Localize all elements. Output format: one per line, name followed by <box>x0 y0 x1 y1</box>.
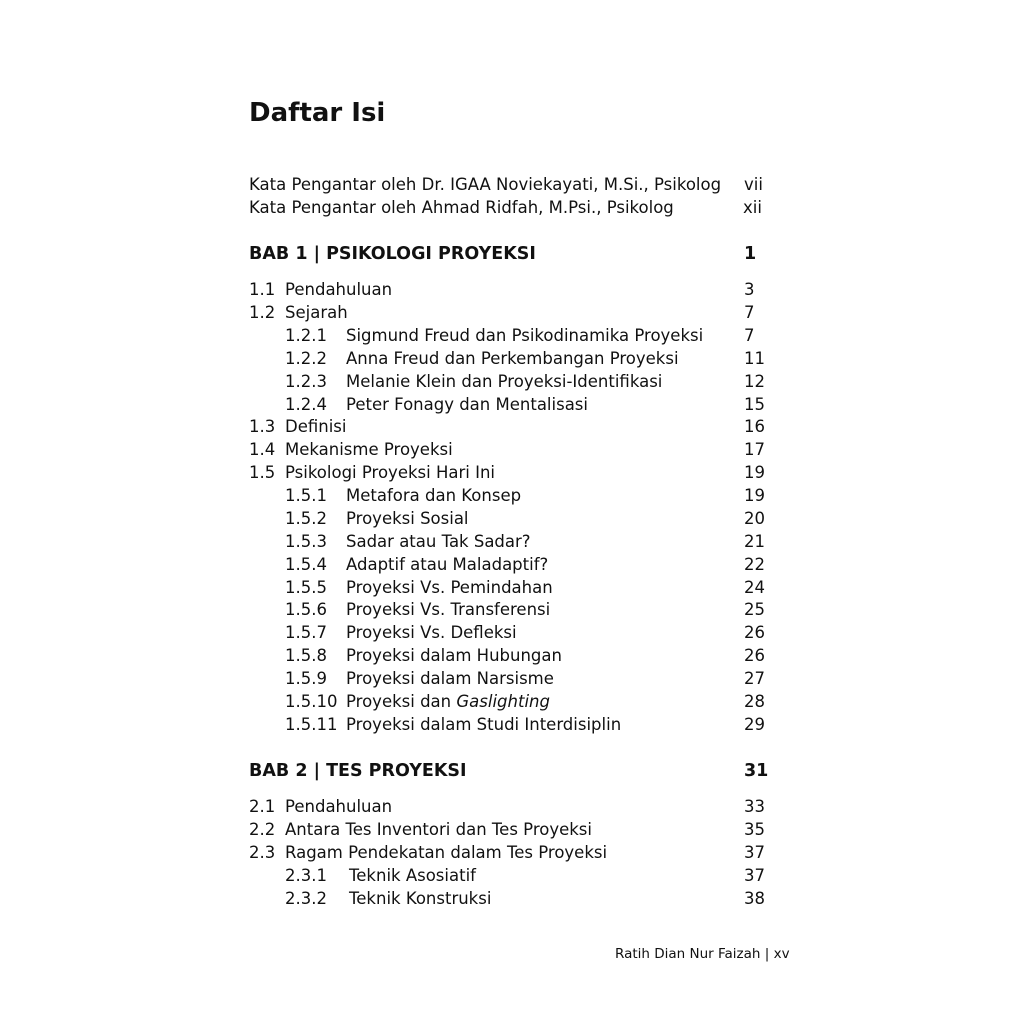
toc-page <box>249 0 790 1024</box>
section-label: Metafora dan Konsep <box>346 486 522 505</box>
page-title: Daftar Isi <box>249 98 386 128</box>
section-number: 1.5.4 <box>285 555 327 574</box>
toc-page-number: 7 <box>744 326 755 345</box>
toc-page-number: 12 <box>744 372 765 391</box>
section-number: 1.2.4 <box>285 395 327 414</box>
section-number: 2.3 <box>249 843 276 862</box>
section-label: Pendahuluan <box>285 280 393 299</box>
section-label: Proyeksi dalam Studi Interdisiplin <box>346 715 622 734</box>
toc-subsection-entry[interactable] <box>249 530 779 553</box>
toc-entry-label: Kata Pengantar oleh Dr. IGAA Noviekayati, M.Si., Psikolog <box>249 175 722 194</box>
section-number: 1.5.2 <box>285 509 327 528</box>
section-number: 2.1 <box>249 797 276 816</box>
section-number: 1.2 <box>249 303 276 322</box>
section-label: Psikologi Proyeksi Hari Ini <box>285 463 495 482</box>
section-label: Mekanisme Proyeksi <box>285 440 453 459</box>
toc-subsection-entry[interactable] <box>249 553 779 576</box>
section-number: 1.1 <box>249 280 276 299</box>
section-number: 1.5 <box>249 463 276 482</box>
section-number: 1.2.2 <box>285 349 327 368</box>
toc-page-number: 1 <box>744 244 757 264</box>
section-label <box>346 690 550 713</box>
toc-page-number: 19 <box>744 463 765 482</box>
toc-page-number: 38 <box>744 889 765 908</box>
section-number: 1.5.11 <box>285 715 338 734</box>
chapter-title: BAB 1 | PSIKOLOGI PROYEKSI <box>249 244 536 264</box>
toc-subsection-entry[interactable] <box>249 576 779 599</box>
toc-intro-entry[interactable] <box>249 173 779 196</box>
toc-section-entry[interactable] <box>249 301 779 324</box>
section-number: 1.4 <box>249 440 276 459</box>
toc-page-number: 26 <box>744 646 765 665</box>
toc-subsection-entry[interactable] <box>249 598 779 621</box>
toc-page-number: 15 <box>744 395 765 414</box>
toc-page-number: 21 <box>744 532 765 551</box>
section-label: Sigmund Freud dan Psikodinamika Proyeksi <box>346 326 704 345</box>
section-number: 2.3.1 <box>285 866 327 885</box>
section-label-text: Proyeksi dan <box>346 692 457 711</box>
toc-entry-label: Kata Pengantar oleh Ahmad Ridfah, M.Psi., Psikolog <box>249 198 674 217</box>
toc-subsection-entry[interactable] <box>249 887 779 910</box>
toc-page-number: 20 <box>744 509 765 528</box>
toc-subsection-entry[interactable] <box>249 370 779 393</box>
section-label: Proyeksi dalam Hubungan <box>346 646 562 665</box>
section-number: 1.5.6 <box>285 600 327 619</box>
section-label: Sejarah <box>285 303 348 322</box>
toc-subsection-entry[interactable] <box>249 484 779 507</box>
toc-page-number: 33 <box>744 797 765 816</box>
toc-subsection-entry[interactable] <box>249 667 779 690</box>
toc-subsection-entry[interactable] <box>249 621 779 644</box>
toc-page-number: 3 <box>744 280 755 299</box>
toc-subsection-entry[interactable] <box>249 690 779 713</box>
section-label: Proyeksi Vs. Transferensi <box>346 600 551 619</box>
toc-section-entry[interactable] <box>249 461 779 484</box>
toc-section-entry[interactable] <box>249 818 779 841</box>
section-number: 1.5.1 <box>285 486 327 505</box>
toc-page-number: 35 <box>744 820 765 839</box>
toc-page-number: vii <box>744 175 763 194</box>
toc-page-number: 16 <box>744 417 765 436</box>
toc-section-entry[interactable] <box>249 841 779 864</box>
toc-subsection-entry[interactable] <box>249 644 779 667</box>
section-number: 1.3 <box>249 417 276 436</box>
toc-section-entry[interactable] <box>249 278 779 301</box>
chapter-title: BAB 2 | TES PROYEKSI <box>249 761 467 781</box>
section-label: Proyeksi Vs. Pemindahan <box>346 578 553 597</box>
toc-page-number: 31 <box>744 761 769 781</box>
toc-page-number: 11 <box>744 349 765 368</box>
section-label: Proyeksi dalam Narsisme <box>346 669 554 688</box>
toc-page-number: 26 <box>744 623 765 642</box>
toc-subsection-entry[interactable] <box>249 393 779 416</box>
toc-page-number: 28 <box>744 692 765 711</box>
section-number: 1.5.9 <box>285 669 327 688</box>
toc-page-number: 22 <box>744 555 765 574</box>
toc-subsection-entry[interactable] <box>249 507 779 530</box>
toc-page-number: 7 <box>744 303 755 322</box>
page-footer: Ratih Dian Nur Faizah | xv <box>615 946 790 962</box>
toc-page-number: 25 <box>744 600 765 619</box>
section-label: Definisi <box>285 417 347 436</box>
section-label: Peter Fonagy dan Mentalisasi <box>346 395 588 414</box>
section-number: 2.3.2 <box>285 889 327 908</box>
toc-page-number: 37 <box>744 843 765 862</box>
toc-chapter-heading[interactable] <box>249 243 779 266</box>
section-number: 1.5.10 <box>285 692 338 711</box>
toc-section-entry[interactable] <box>249 438 779 461</box>
section-label-italic: Gaslighting <box>456 692 550 711</box>
section-number: 1.5.8 <box>285 646 327 665</box>
section-label: Melanie Klein dan Proyeksi-Identifikasi <box>346 372 663 391</box>
section-label: Anna Freud dan Perkembangan Proyeksi <box>346 349 679 368</box>
section-number: 1.2.1 <box>285 326 327 345</box>
toc-page-number: xii <box>743 198 762 217</box>
toc-intro-entry[interactable] <box>249 196 779 219</box>
section-label: Sadar atau Tak Sadar? <box>346 532 531 551</box>
section-number: 1.2.3 <box>285 372 327 391</box>
toc-section-entry[interactable] <box>249 795 779 818</box>
toc-page-number: 17 <box>744 440 765 459</box>
toc-section-entry[interactable] <box>249 415 779 438</box>
section-number: 1.5.3 <box>285 532 327 551</box>
section-label: Ragam Pendekatan dalam Tes Proyeksi <box>285 843 608 862</box>
toc-subsection-entry[interactable] <box>249 864 779 887</box>
section-label: Proyeksi Sosial <box>346 509 469 528</box>
section-number: 1.5.7 <box>285 623 327 642</box>
toc-page-number: 37 <box>744 866 765 885</box>
toc-subsection-entry[interactable] <box>249 324 779 347</box>
section-label: Proyeksi Vs. Defleksi <box>346 623 517 642</box>
section-label: Pendahuluan <box>285 797 393 816</box>
section-label: Teknik Asosiatif <box>349 866 476 885</box>
toc-chapter-heading[interactable] <box>249 760 779 783</box>
toc-page-number: 27 <box>744 669 765 688</box>
toc-subsection-entry[interactable] <box>249 347 779 370</box>
toc-page-number: 24 <box>744 578 765 597</box>
section-label: Adaptif atau Maladaptif? <box>346 555 549 574</box>
section-number: 2.2 <box>249 820 276 839</box>
section-label: Teknik Konstruksi <box>349 889 492 908</box>
toc-page-number: 29 <box>744 715 765 734</box>
toc-page-number: 19 <box>744 486 765 505</box>
section-number: 1.5.5 <box>285 578 327 597</box>
section-label: Antara Tes Inventori dan Tes Proyeksi <box>285 820 592 839</box>
toc-subsection-entry[interactable] <box>249 713 779 736</box>
